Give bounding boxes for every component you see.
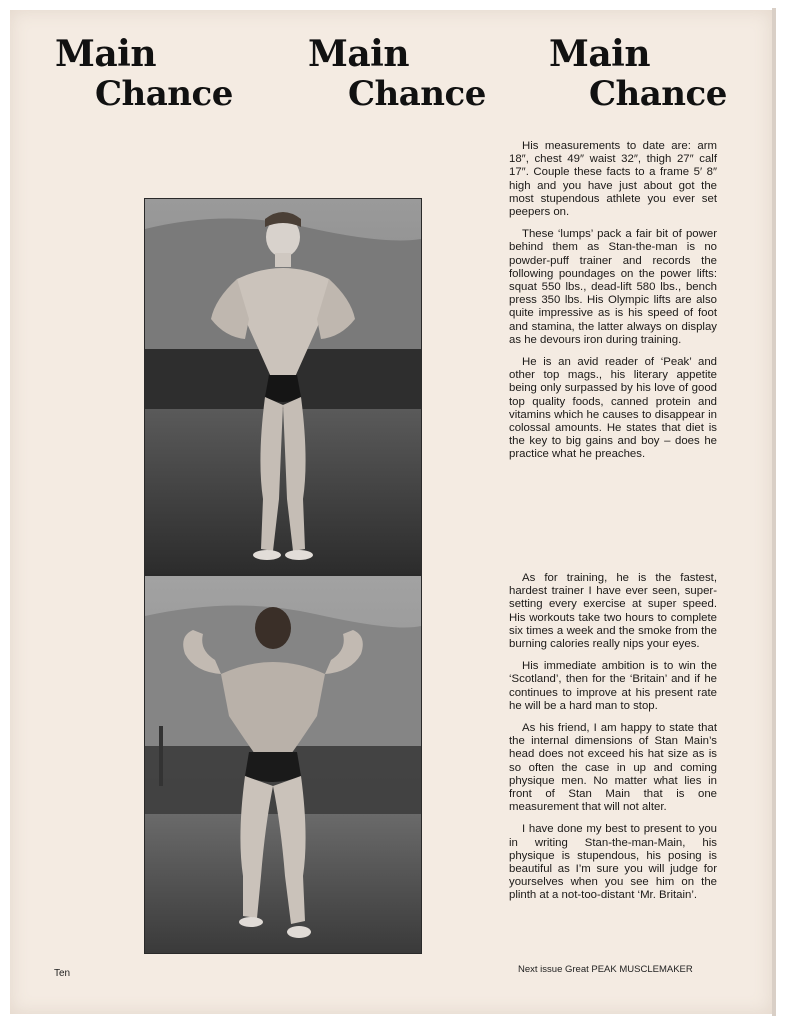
paragraph-power-lifts: These ‘lumps’ pack a fair bit of power behind them as Stan-the-man is no powder-puff trainer and records the following poundages on the power lifts: squat 550 lbs., dead-lift 580 lbs., bench press 350 lbs. His Olympic lifts are also quite impressive as is his speed of foot and stamina, the latter always on display as he devours iron during training. [509,228,717,346]
paragraph-ambition: His immediate ambition is to win the ‘Scotland’, then for the ‘Britain’ and if he continues to improve at his present rate he will be a hard man to stop. [509,660,717,712]
heading-line-chance: Chance [589,74,727,114]
paragraph-measurements: His measurements to date are: arm 18″, chest 49″ waist 32″, thigh 27″ calf 17″. Couple these facts to a frame 5′ 8″ high and you have just about got the most stupendous athlete you ever set peepers on. [509,140,717,219]
heading-main-chance-1 [55,34,255,114]
photo-front-pose [144,198,422,575]
next-issue-footer: Next issue Great PEAK MUSCLEMAKER [518,964,693,975]
page-number: Ten [54,968,71,979]
page-edge [772,8,776,1016]
photo-back-pose [144,575,422,954]
paragraph-friend: As his friend, I am happy to state that the internal dimensions of Stan Main’s head does not exceed his hat size as is so often the case in up and coming physique men. No matter what lies in front of Stan Main that is one measurement that will not alter. [509,722,717,814]
paragraph-training: As for training, he is the fastest, hardest trainer I have ever seen, super-setting every exercise at super speed. His workouts take two hours to complete six times a week and the smoke from the burning calories really nips your eyes. [509,572,717,651]
article-column-top [509,140,717,471]
front-pose-image [145,199,421,574]
heading-main-chance-3 [549,34,749,114]
back-pose-image [145,576,421,953]
paragraph-conclusion: I have done my best to present to you in writing Stan-the-man-Main, his physique is stupendous, his posing is beautiful as I’m sure you will judge for yourselves when you see him on the plinth at a not-too-distant ‘Mr. Britain’. [509,823,717,902]
heading-line-main: Main [308,33,410,75]
heading-line-chance: Chance [95,74,233,114]
article-column-bottom [509,572,717,912]
paragraph-diet: He is an avid reader of ‘Peak’ and other top mags., his literary appetite being only surpassed by his love of good top quality foods, canned protein and vitamins which he causes to disappear in colossal amounts. He states that diet is the key to big gains and boy – does he practice what he preaches. [509,356,717,461]
heading-line-main: Main [549,33,651,75]
heading-main-chance-2 [308,34,508,114]
heading-line-main: Main [55,33,157,75]
heading-line-chance: Chance [348,74,486,114]
